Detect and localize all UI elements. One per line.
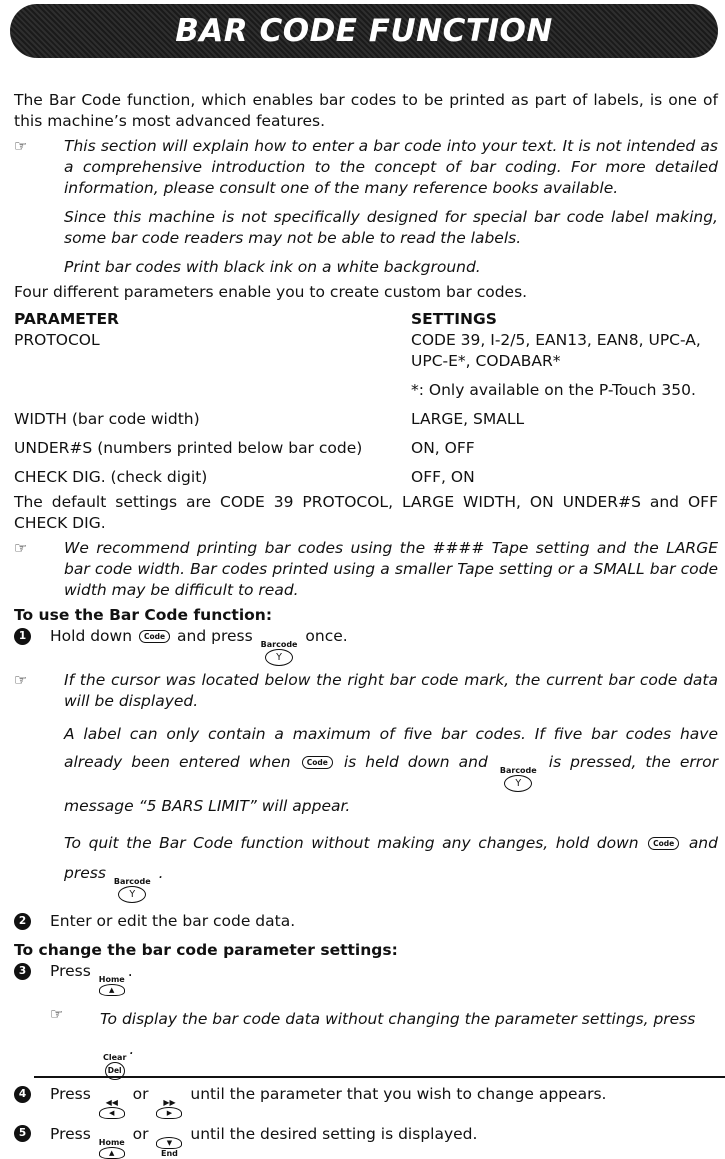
step-5 [14,1119,718,1159]
pointing-hand-icon: ☞ [50,1005,64,1023]
note3-p2 [64,720,718,820]
note-block-4 [50,1004,718,1080]
step-2 [14,911,718,932]
table-cell-param [14,380,411,401]
code-key-icon: Code [648,837,679,850]
note3-p3b: and press [64,834,718,882]
left-arrows-label: ◀◀ [105,1098,118,1107]
note2-text: We recommend printing bar codes using the #### Tape setting and the LARGE bar code width. Bar codes printed using a smaller Tape setting or a SMALL bar code width may be difficult to read. [64,539,718,599]
step1-text-b: and press [177,627,253,645]
right-cursor-key-icon [156,1098,182,1119]
note3-p2b: is held down and [343,753,488,771]
y-key: Y [504,775,532,792]
table-cell-settings: LARGE, SMALL [411,410,525,428]
defaults-paragraph: The default settings are CODE 39 PROTOCOL, LARGE WIDTH, ON UNDER#S and OFF CHECK DIG. [14,493,718,532]
right-arrow-key: ▶ [156,1107,182,1119]
table-header-parameter: PARAMETER [14,310,119,328]
note3-p3 [64,828,718,903]
note-block-2 [14,538,718,601]
params-intro: Four different parameters enable you to create custom bar codes. [14,283,528,301]
home-key-label: Home [98,1138,125,1147]
page-title: BAR CODE FUNCTION [175,13,553,49]
pointing-hand-icon: ☞ [14,137,28,155]
table-header-settings: SETTINGS [411,310,497,328]
step-number: 4 [14,1086,31,1103]
step1-text-a: Hold down [50,627,133,645]
parameter-table [14,309,718,488]
page-content [14,90,718,1159]
step-3 [14,961,718,996]
barcode-y-key-icon [261,640,298,666]
pointing-hand-icon: ☞ [14,671,28,689]
down-arrow-key: ▼ [156,1137,182,1149]
left-cursor-key-icon [99,1098,125,1119]
step4-text-b: or [132,1085,149,1103]
end-key-label: End [161,1149,178,1158]
del-key: Del [105,1062,125,1080]
code-key-icon: Code [139,630,170,643]
end-key-icon [156,1137,182,1158]
title-banner [10,4,718,58]
step5-text-c: until the desired setting is displayed. [190,1125,478,1143]
step-4 [14,1080,718,1119]
note1-p1: This section will explain how to enter a bar code into your text. It is not intended as a comprehensive introduction to the concept of bar coding. For more detailed information, please consult one of the many reference books available. [64,137,718,197]
note-block-3 [14,670,718,903]
note1-p2: Since this machine is not specifically designed for special bar code label making, some bar code readers may not be able to read the labels. [64,208,718,247]
up-arrow-key: ▲ [99,984,125,996]
step-number: 5 [14,1125,31,1142]
barcode-key-label: Barcode [499,766,537,775]
step3-text-a: Press [50,962,91,980]
right-arrows-label: ▶▶ [163,1098,176,1107]
table-cell-settings: ON, OFF [411,439,475,457]
note-block-1 [14,136,718,278]
intro-paragraph: The Bar Code function, which enables bar codes to be printed as part of labels, is one of this machine’s most advanced features. [14,91,718,130]
note3-p2a: A label can only contain a maximum of five bar codes. If five bar codes have already been entered when [64,725,718,771]
step-number: 3 [14,963,31,980]
left-arrow-key: ◀ [99,1107,125,1119]
step1-text-c: once. [305,627,348,645]
clear-key-label: Clear [103,1053,127,1062]
use-heading: To use the Bar Code function: [14,606,273,624]
step-number: 2 [14,913,31,930]
y-key: Y [265,649,293,666]
y-key: Y [118,886,146,903]
table-cell-settings: *: Only available on the P-Touch 350. [411,381,696,399]
barcode-y-key-icon [114,877,151,903]
table-cell-param: PROTOCOL [14,331,100,349]
step-number: 1 [14,628,31,645]
step5-text-a: Press [50,1125,91,1143]
barcode-y-key-icon [500,766,537,792]
code-key-icon: Code [302,756,333,769]
up-arrow-key: ▲ [99,1147,125,1159]
note4-text [100,1004,718,1080]
note3-p3c: . [158,864,164,882]
note4-text-a: To display the bar code data without changing the parameter settings, press [100,1010,696,1028]
note4-text-b: . [129,1040,135,1058]
table-cell-settings: OFF, ON [411,468,475,486]
barcode-key-label: Barcode [113,877,151,886]
note3-p3a: To quit the Bar Code function without making any changes, hold down [64,834,639,852]
change-heading: To change the bar code parameter settings: [14,941,398,959]
barcode-key-label: Barcode [260,640,298,649]
step4-text-a: Press [50,1085,91,1103]
pointing-hand-icon: ☞ [14,539,28,557]
step2-text: Enter or edit the bar code data. [50,912,296,930]
step5-text-b: or [132,1125,149,1143]
home-key-label: Home [98,975,125,984]
note3-p1: If the cursor was located below the right bar code mark, the current bar code data will be displayed. [64,671,718,710]
footer-rule [34,1076,725,1078]
step3-text-b: . [127,962,133,980]
table-cell-param: CHECK DIG. (check digit) [14,468,208,486]
note1-p3: Print bar codes with black ink on a white background. [64,258,481,276]
table-cell-settings: CODE 39, I-2/5, EAN13, EAN8, UPC-A, UPC-E*, CODABAR* [411,331,701,370]
step-1 [14,626,718,666]
table-cell-param: UNDER#S (numbers printed below bar code) [14,439,363,457]
home-key-icon [99,1138,125,1159]
home-key-icon [99,975,125,996]
table-cell-param: WIDTH (bar code width) [14,410,200,428]
step4-text-c: until the parameter that you wish to change appears. [190,1085,607,1103]
note3-p2c: is pressed, the error message “5 BARS LIMIT” will appear. [64,753,719,815]
